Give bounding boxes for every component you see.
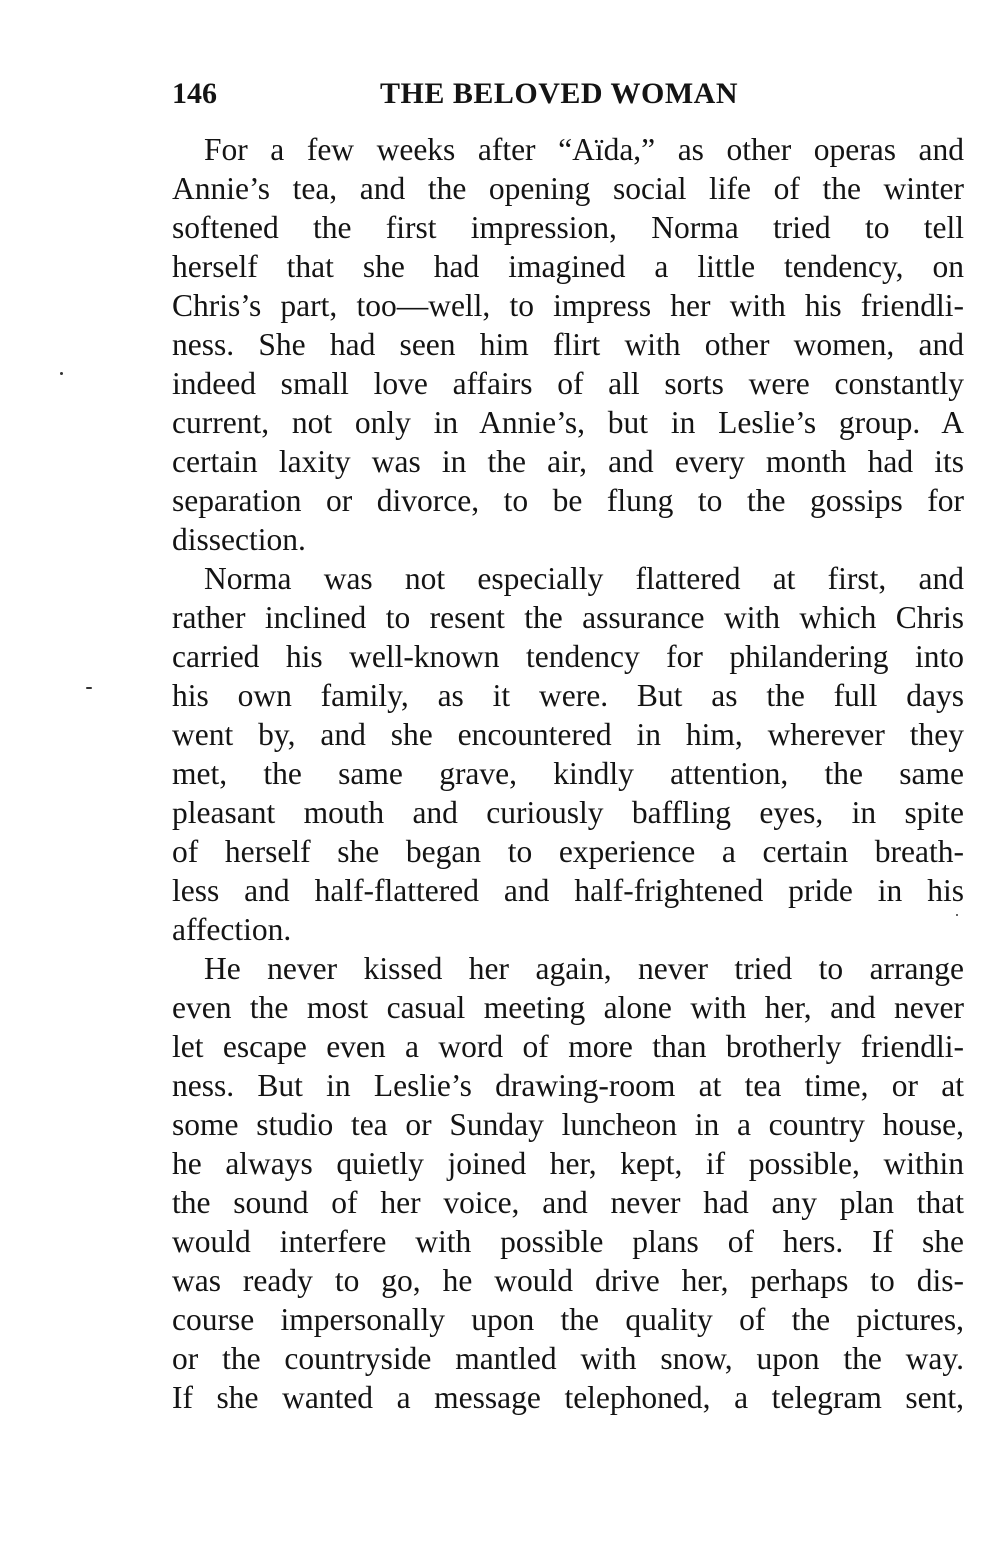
paragraph-1 — [172, 130, 964, 559]
text-line: Norma was not especially flattered at first, and — [204, 561, 964, 596]
text-line: some studio tea or Sunday luncheon in a country house, — [172, 1107, 964, 1142]
paragraph-3 — [172, 949, 964, 1417]
text-line: current, not only in Annie’s, but in Leslie’s group. A — [172, 405, 964, 440]
text-line: course impersonally upon the quality of the pictures, — [172, 1302, 964, 1337]
body-text — [172, 130, 964, 1417]
text-line: let escape even a word of more than brotherly friendli- — [172, 1029, 964, 1064]
text-line: went by, and she encountered in him, wherever they — [172, 717, 964, 752]
text-line: certain laxity was in the air, and every month had its — [172, 444, 964, 479]
text-line: less and half-flattered and half-frightened pride in his — [172, 873, 964, 908]
text-line: ness. But in Leslie’s drawing-room at tea time, or at — [172, 1068, 964, 1103]
text-line: dissection. — [172, 522, 306, 557]
scan-speck — [956, 914, 958, 916]
text-line: even the most casual meeting alone with her, and never — [172, 990, 964, 1025]
text-line: or the countryside mantled with snow, upon the way. — [172, 1341, 964, 1376]
text-line: carried his well-known tendency for philandering into — [172, 639, 964, 674]
text-line: Annie’s tea, and the opening social life of the winter — [172, 171, 964, 206]
scan-speck — [60, 372, 63, 375]
text-line: herself that she had imagined a little tendency, on — [172, 249, 964, 284]
text-line: indeed small love affairs of all sorts were constantly — [172, 366, 964, 401]
text-line: softened the first impression, Norma tried to tell — [172, 210, 964, 245]
text-line: ness. She had seen him flirt with other women, and — [172, 327, 964, 362]
text-line: rather inclined to resent the assurance with which Chris — [172, 600, 964, 635]
text-line: Chris’s part, too—well, to impress her with his friendli- — [172, 288, 964, 323]
text-line: would interfere with possible plans of hers. If she — [172, 1224, 964, 1259]
text-line: of herself she began to experience a certain breath- — [172, 834, 964, 869]
text-line: affection. — [172, 912, 292, 947]
text-line: He never kissed her again, never tried to arrange — [204, 951, 964, 986]
paragraph-2 — [172, 559, 964, 949]
text-line: was ready to go, he would drive her, perhaps to dis- — [172, 1263, 964, 1298]
text-line: met, the same grave, kindly attention, the same — [172, 756, 964, 791]
text-line: For a few weeks after “Aïda,” as other operas and — [204, 132, 964, 167]
running-head — [172, 72, 772, 116]
text-line: he always quietly joined her, kept, if possible, within — [172, 1146, 964, 1181]
page-number: 146 — [172, 77, 217, 110]
scan-speck — [86, 687, 92, 689]
text-line: his own family, as it were. But as the full days — [172, 678, 964, 713]
text-line: If she wanted a message telephoned, a telegram sent, — [172, 1380, 964, 1415]
text-line: pleasant mouth and curiously baffling eyes, in spite — [172, 795, 964, 830]
running-title: THE BELOVED WOMAN — [380, 77, 738, 110]
text-line: the sound of her voice, and never had any plan that — [172, 1185, 964, 1220]
text-line: separation or divorce, to be flung to the gossips for — [172, 483, 964, 518]
